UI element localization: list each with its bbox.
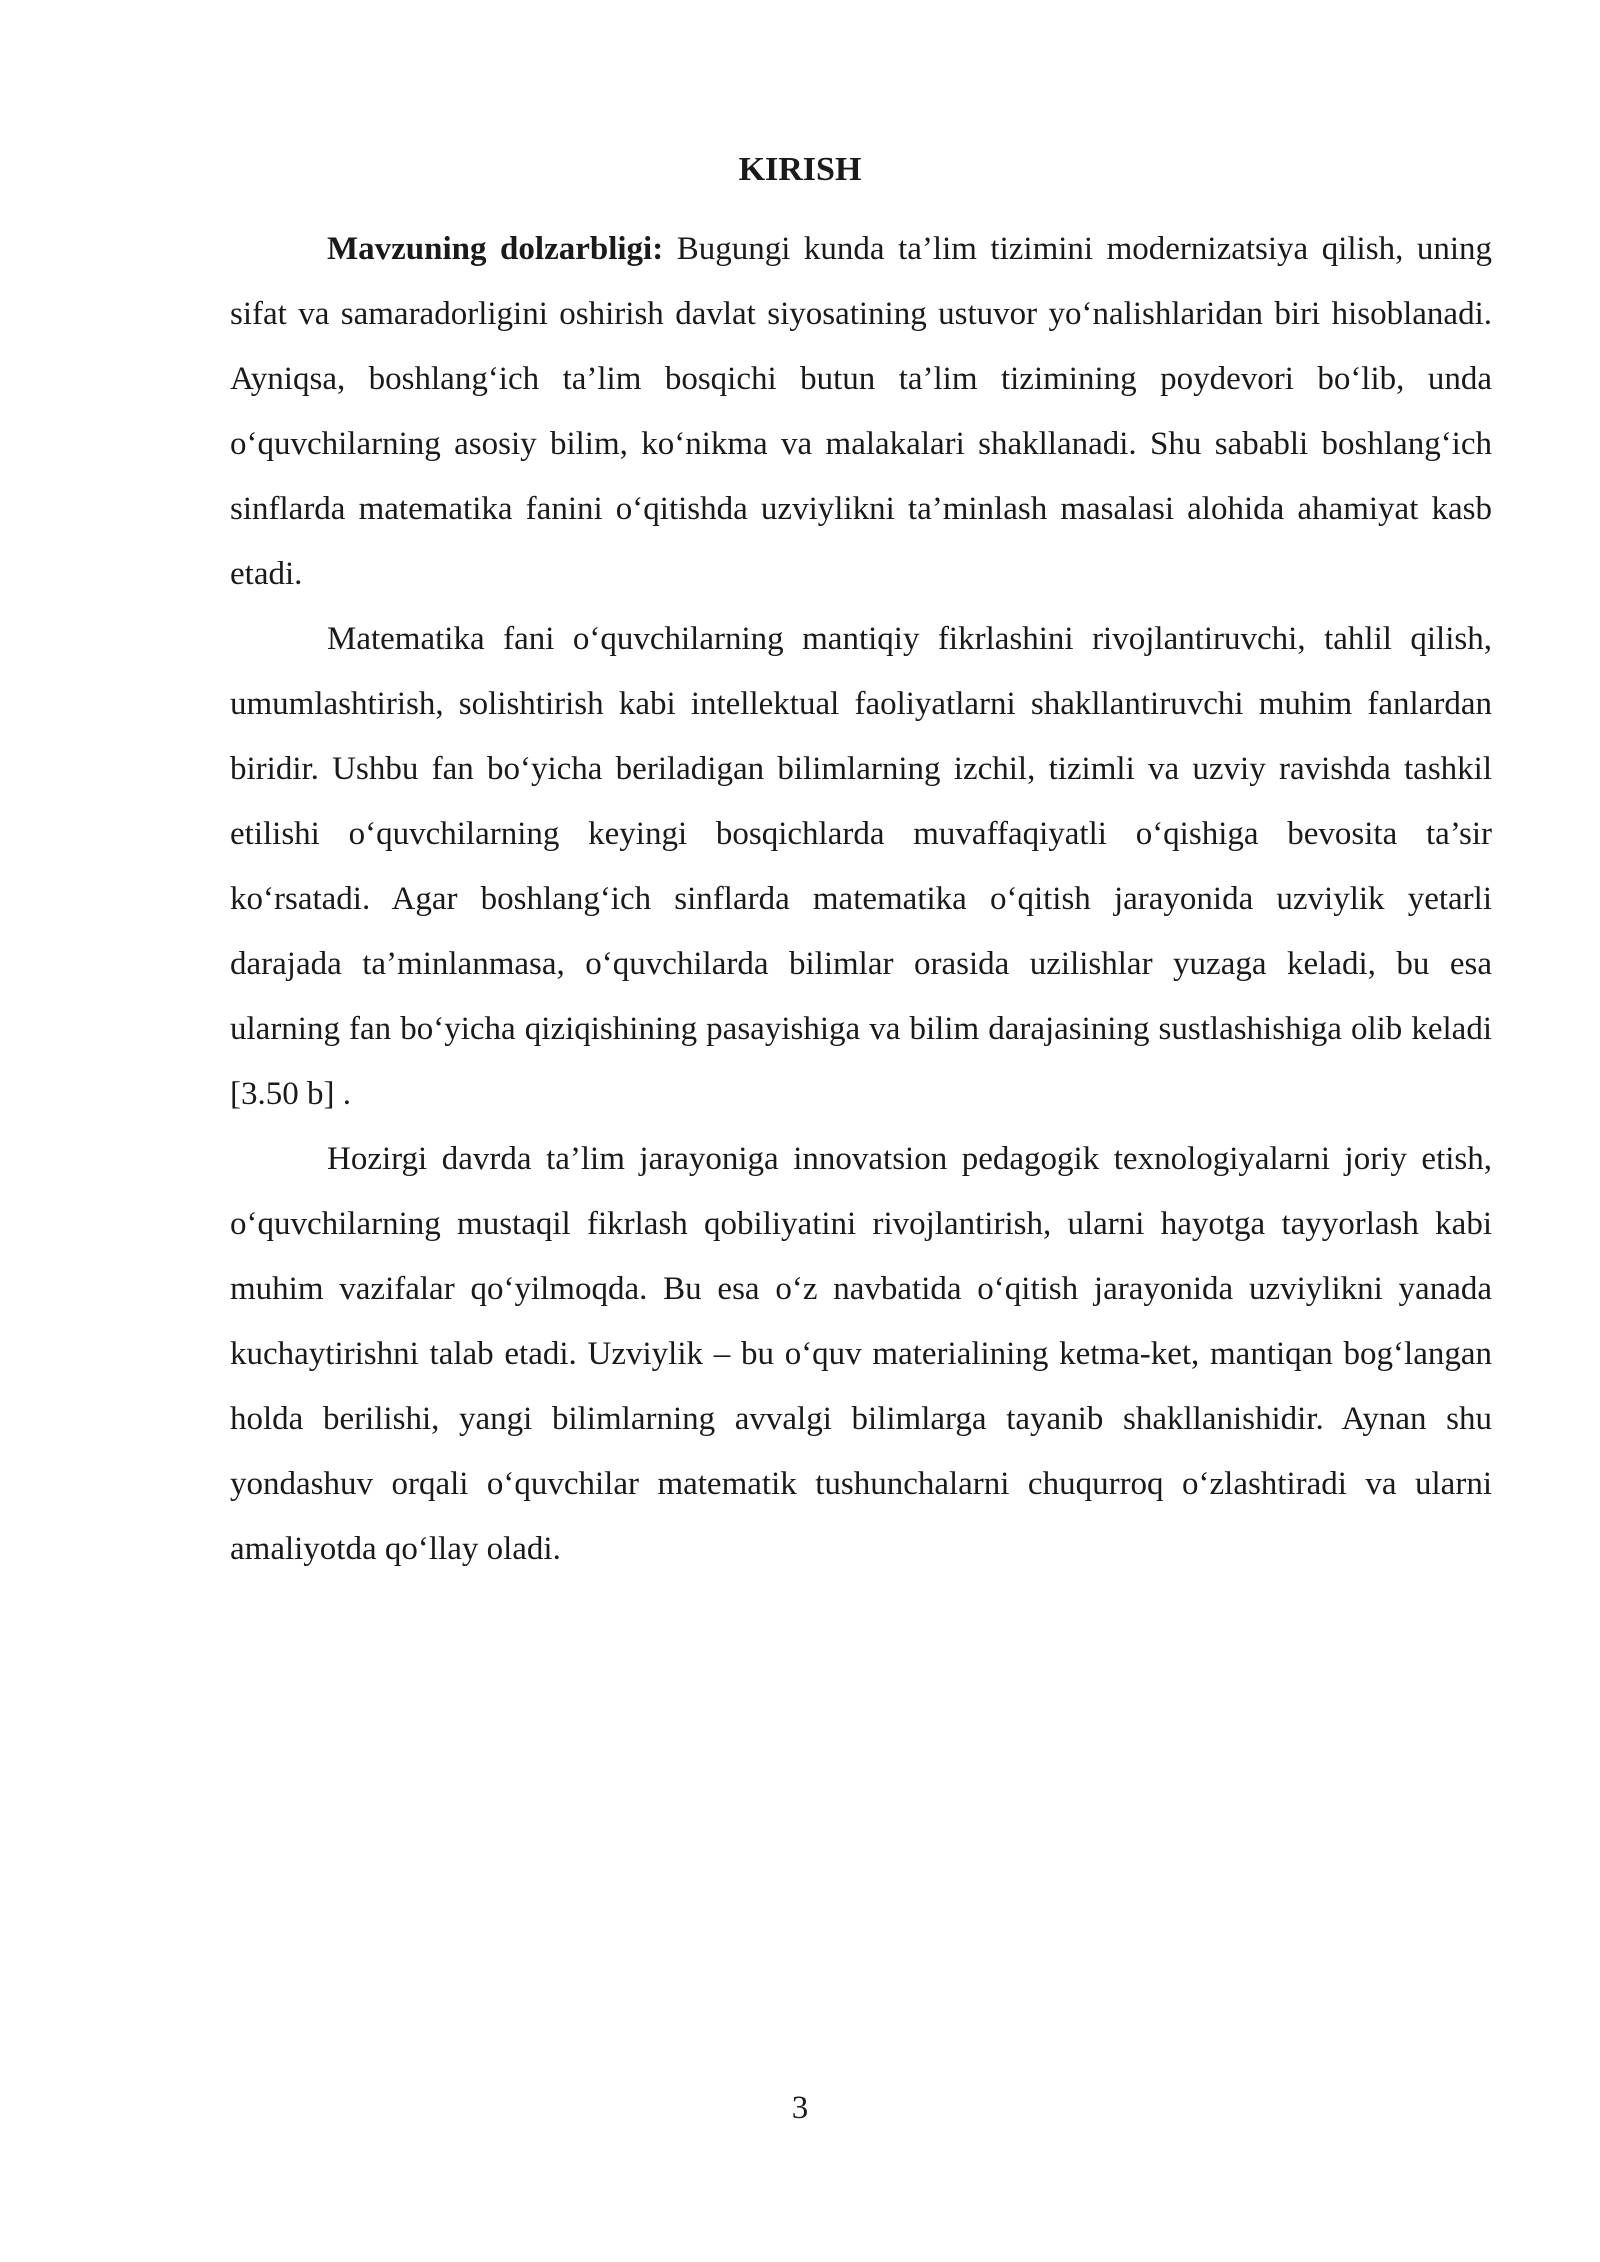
page-number: 3 <box>791 2090 809 2126</box>
paragraph-1 <box>230 217 1492 607</box>
section-heading: KIRISH <box>738 151 862 188</box>
body-text <box>230 217 1492 1582</box>
paragraph-text: Bugungi kunda ta’lim tizimini modernizatsiya qilish, uning sifat va samaradorligini oshirish davlat siyosatining ustuvor yo‘nalishlaridan biri hisoblanadi. Ayniqsa, boshlang‘ich ta’lim bosqichi butun ta’lim tizimining poydevori bo‘lib, unda o‘quvchilarning asosiy bilim, ko‘nikma va malakalari shakllanadi. Shu sababli boshlang‘ich sinflarda matematika fanini o‘qitishda uzviylikni ta’minlash masalasi alohida ahamiyat kasb etadi. <box>230 231 1493 592</box>
paragraph-3: Hozirgi davrda ta’lim jarayoniga innovatsion pedagogik texnologiyalarni joriy etish, o‘quvchilarning mustaqil fikrlash qobiliyatini rivojlantirish, ularni hayotga tayyorlash kabi muhim vazifalar qo‘yilmoqda. Bu esa o‘z navbatida o‘qitish jarayonida uzviylikni yanada kuchaytirishni talab etadi. Uzviylik – bu o‘quv materialining ketma-ket, mantiqan bog‘langan holda berilishi, yangi bilimlarning avvalgi bilimlarga tayanib shakllanishidir. Aynan shu yondashuv orqali o‘quvchilar matematik tushunchalarni chuqurroq o‘zlashtiradi va ularni amaliyotda qo‘llay oladi. <box>230 1141 1492 1567</box>
paragraph-lead: Mavzuning dolzarbligi: <box>327 231 664 267</box>
paragraph-2: Matematika fani o‘quvchilarning mantiqiy fikrlashini rivojlantiruvchi, tahlil qilish, umumlashtirish, solishtirish kabi intellektual faoliyatlarni shakllantiruvchi muhim fanlardan biridir. Ushbu fan bo‘yicha beriladigan bilimlarning izchil, tizimli va uzviy ravishda tashkil etilishi o‘quvchilarning keyingi bosqichlarda muvaffaqiyatli o‘qishiga bevosita ta’sir ko‘rsatadi. Agar boshlang‘ich sinflarda matematika o‘qitish jarayonida uzviylik yetarli darajada ta’minlanmasa, o‘quvchilarda bilimlar orasida uzilishlar yuzaga keladi, bu esa ularning fan bo‘yicha qiziqishining pasayishiga va bilim darajasining sustlashishiga olib keladi [3.50 b] . <box>230 621 1492 1112</box>
